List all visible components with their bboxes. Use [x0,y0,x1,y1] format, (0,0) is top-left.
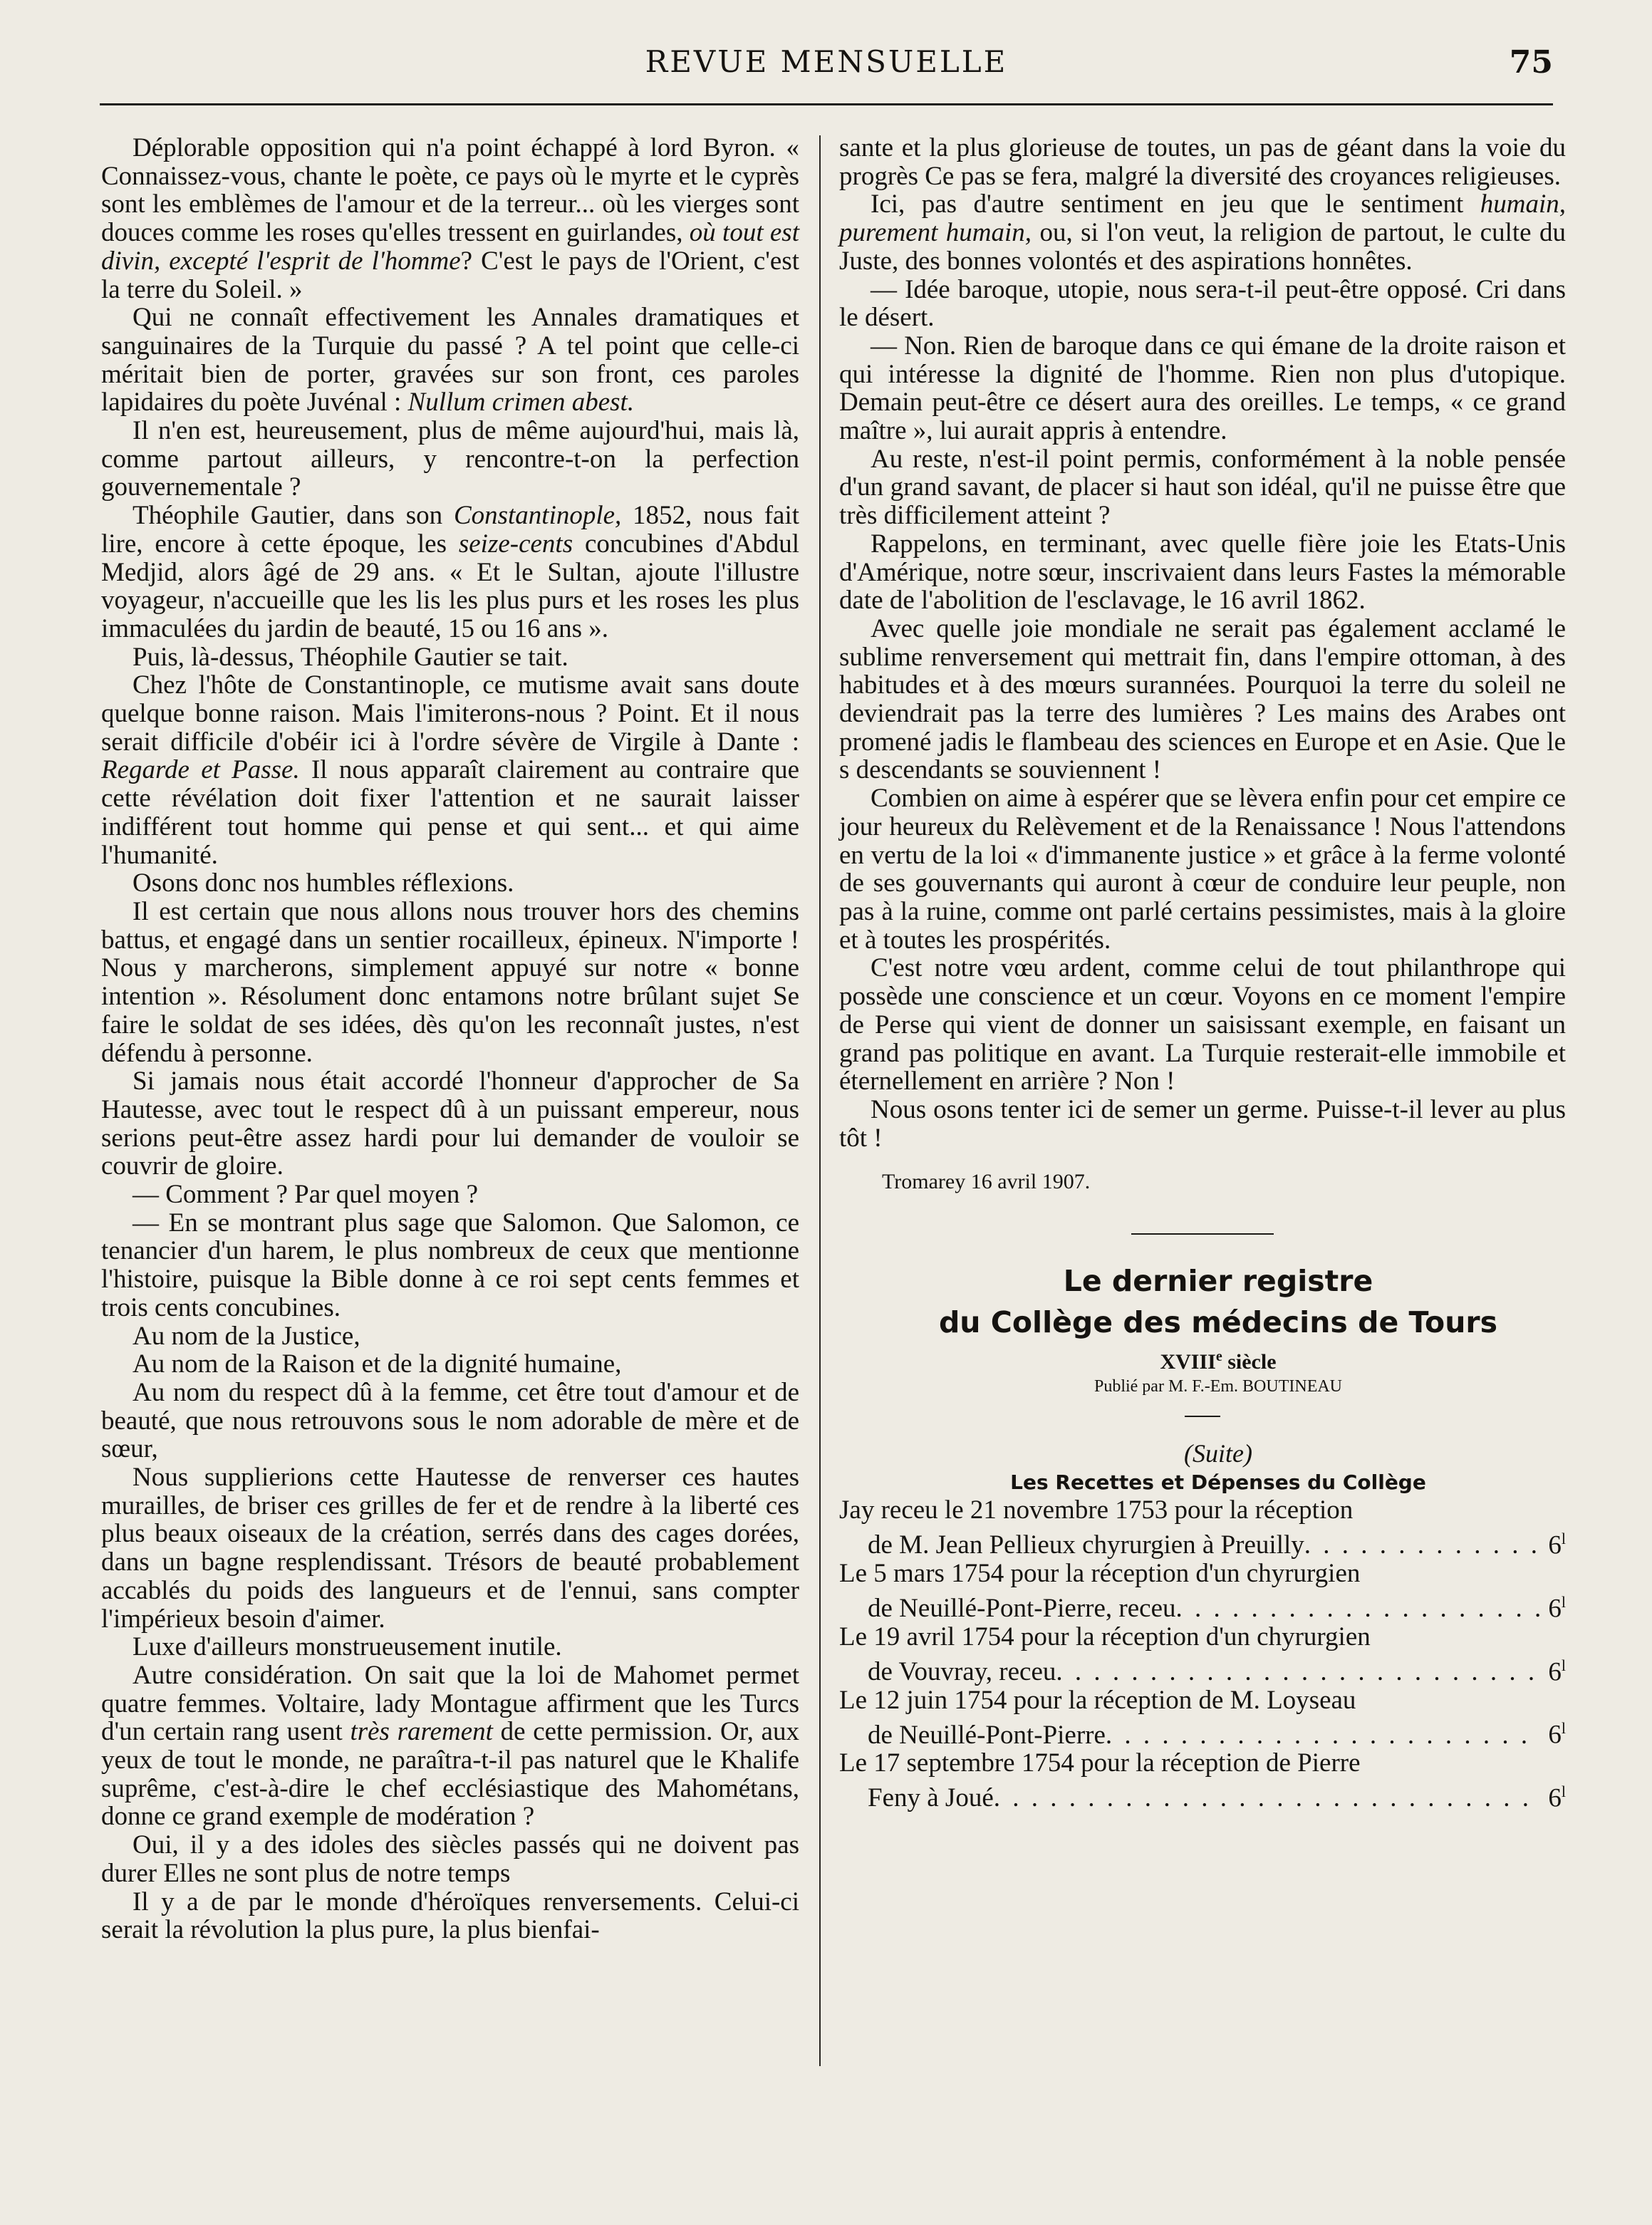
entry-line: Le 19 avril 1754 pour la réception d'un chyrurgien [839,1622,1371,1651]
text-run: Théophile Gautier, dans son [133,501,454,531]
entry-line [839,1525,1566,1560]
amount-unit: l [1561,1530,1566,1548]
paragraph: Luxe d'ailleurs monstrueusement inutile. [133,1632,562,1662]
italic-run: humain, purement humain, [839,190,1566,248]
entry-amount [1541,1525,1566,1560]
entry-line [839,1778,1566,1812]
paragraph: Au nom du respect dû à la femme, cet être tout d'amour et de beauté, que nous retrouvons sous le nom adorable de mère et de sœur, [101,1377,799,1464]
entry-amount [1541,1778,1566,1812]
paragraph: Nous supplierions cette Hautesse de renverser ces hautes murailles, de briser ces grilles de fer et de rendre à la liberté ces plus beaux oiseaux de la création, serrés dans des cages dorées, dans un bagne resplendissant. Trésors de beauté probablement accablés du poids des langueurs et de l'ennui, sans compter l'impérieux besoin d'aimer. [101,1463,799,1634]
amount-unit: l [1561,1656,1566,1674]
paragraph: Combien on aime à espérer que se lèvera enfin pour cet empire ce jour heureux du Relèvement et de la Renaissance ! Nous l'attendons en vertu de la loi « d'immanente justice » et grâce à la ferme volonté de ses gouvernants qui auront à cœur de conduire leur peuple, non pas à la ruine, comme ont parlé certains pessimistes, mais à la gloire et à toutes les prospérités. [839,784,1566,955]
entry-amount [1541,1588,1566,1623]
ledger [839,1496,1566,1812]
amount-value: 6 [1548,1656,1562,1686]
century-subtitle [839,1343,1566,1376]
header-rule [100,103,1553,105]
century-numeral: XVIII [1160,1350,1216,1374]
italic-run: Constantinople, [453,501,622,531]
entry-line [839,1588,1566,1623]
text-run: ? C'est le pays de l'Orient, c'est la terre du Soleil. » [101,246,799,304]
dot-leader [1056,1658,1541,1686]
century-word: siècle [1222,1350,1277,1374]
ledger-entry [839,1560,1566,1623]
text-run: Déplorable opposition qui n'a point échappé à lord Byron. « Connaissez-vous, chante le poète, ce pays où le myrte et le cyprès sont les emblèmes de l'amour et de la terreur... où les vierges sont douces comme les roses qu'elles tressent en guirlandes, [101,133,799,248]
suite-label: (Suite) [1184,1439,1252,1468]
amount-unit: l [1561,1592,1566,1611]
italic-run: Nullum crimen abest. [407,388,635,417]
paragraph: Nous osons tenter ici de semer un germe. Puisse-t-il lever au plus tôt ! [839,1094,1566,1153]
ledger-entry [839,1623,1566,1686]
paragraph: Oui, il y a des idoles des siècles passés qui ne doivent pas durer Elles ne sont plus de notre temps [101,1830,799,1888]
ledger-entry [839,1686,1566,1750]
paragraph [101,304,799,417]
paragraph: Si jamais nous était accordé l'honneur d'approcher de Sa Hautesse, avec tout le respect dû à un puissant empereur, nous serions peut-être assez hardi pour lui demander de vouloir se couvrir de gloire. [101,1067,799,1181]
byline: Publié par M. F.-Em. BOUTINEAU [1093,1377,1343,1396]
section-divider [1131,1233,1274,1235]
paragraph [101,1661,799,1831]
text-run: Il nous apparaît clairement au contraire que cette révélation doit fixer l'attention et ne saurait laisser indifférent tout homme qui pense et qui sent... et qui aime l'humanité. [101,755,800,870]
amount-value: 6 [1548,1720,1562,1750]
page-number: 75 [1509,44,1553,81]
section-heading: Les Recettes et Dépenses du Collège [1010,1470,1426,1494]
paragraph: Au nom de la Raison et de la dignité humaine, [133,1349,622,1379]
entry-text: de Vouvray, receu [868,1656,1056,1686]
dot-leader [1106,1721,1541,1750]
text-run: 1852, nous fait lire, encore à cette époque, les [101,501,800,559]
amount-value: 6 [1548,1594,1562,1624]
paragraph [101,134,799,304]
paragraph: Au nom de la Justice, [133,1321,360,1351]
paragraph: C'est notre vœu ardent, comme celui de tout philanthrope qui possède une conscience et un cœur. Voyons en ce moment l'empire de Perse qui vient de donner un saisissant exemple, en faisant un grand pas politique en avant. La Turquie resterait-elle immobile et éternellement en arrière ? Non ! [839,953,1566,1096]
paragraph: — Non. Rien de baroque dans ce qui émane de la droite raison et qui intéresse la dignité de l'homme. Rien non plus d'utopique. Demain peut-être ce désert aura des oreilles. Le temps, « ce grand maître », lui aurait appris à entendre. [839,331,1566,446]
paragraph: Au reste, n'est-il point permis, conformément à la noble pensée d'un grand savant, de placer si haut son idéal, qu'il ne puisse être que très difficilement atteint ? [839,444,1566,531]
paragraph: Rappelons, en terminant, avec quelle fière joie les Etats-Unis d'Amérique, notre sœur, inscrivaient dans leurs Fastes la mémorable date de l'abolition de l'esclavage, le 16 avril 1862. [839,529,1566,616]
amount-value: 6 [1548,1530,1562,1560]
article-title: Le dernier registre [1063,1264,1373,1299]
paragraph: Osons donc nos humbles réflexions. [133,868,514,898]
entry-text: de Neuillé-Pont-Pierre, receu [868,1594,1176,1624]
right-column [839,134,1566,1812]
paragraph: Il est certain que nous allons nous trouver hors des chemins battus, et engagé dans un sentier rocailleux, épineux. N'importe ! Nous y marcherons, simplement appuyé sur notre « bonne intention ». Résolument donc entamons notre brûlant sujet Se faire le soldat de ses idées, dès qu'on les reconnaît justes, n'est défendu à personne. [101,896,799,1068]
entry-text: de M. Jean Pellieux chyrurgien à Preuilly [868,1530,1304,1560]
paragraph: Il y a de par le monde d'héroïques renversements. Celui-ci serait la révolution la plus pure, la plus bienfai- [101,1887,799,1945]
entry-text: Feny à Joué [868,1783,994,1813]
dot-leader [1304,1531,1542,1560]
text-run: ou, si l'on veut, la religion de partout, le culte du Juste, des bonnes volontés et des aspirations honnêtes. [839,218,1566,276]
paragraph: Avec quelle joie mondiale ne serait pas également acclamé le sublime renversement qui mettrait fin, dans l'empire ottoman, à des habitudes et à des mœurs surannées. Pourquoi la terre du soleil ne deviendrait pas la terre des lumières ? Les mains des Arabes ont promené jadis le flambeau des sciences en Europe et en Asie. Que le s descendants se souviennent ! [839,613,1566,785]
paragraph: — Comment ? Par quel moyen ? [133,1180,479,1210]
entry-line: Jay receu le 21 novembre 1753 pour la réception [839,1495,1354,1525]
column-rule [819,135,821,2066]
paragraph [101,502,799,643]
italic-run: très rarement [350,1717,493,1747]
text-run: Chez l'hôte de Constantinople, ce mutisme avait sans doute quelque bonne raison. Mais l'imiterons-nous ? Point. Et il nous serait difficile d'obéir ici à l'ordre sévère de Virgile à Dante : [101,670,799,757]
paragraph [839,190,1566,275]
text-run: de cette permission. Or, aux yeux de tout le monde, ne paraîtra-t-il pas naturel que le Khalife suprême, c'est-à-dire le chef ecclésiastique des Mahométans, donne ce grand exemple de modération ? [101,1717,799,1832]
paragraph: Il n'en est, heureusement, plus de même aujourd'hui, mais là, comme partout ailleurs, y rencontre-t-on la perfection gouvernementale ? [101,416,799,502]
article-title: du Collège des médecins de Tours [938,1305,1498,1340]
running-title: REVUE MENSUELLE [645,44,1008,79]
dot-leader [1176,1594,1542,1623]
ledger-entry [839,1496,1566,1560]
text-run: Qui ne connaît effectivement les Annales dramatiques et sanguinaires de la Turquie du passé ? A tel point que celle-ci méritait bien de porter, gravées sur son front, ces paroles lapidaires du poète Juvénal : [101,303,799,417]
century-suffix: e [1215,1349,1222,1365]
text-run: concubines d'Abdul Medjid, alors âgé de 29 ans. « Et le Sultan, ajoute l'illustre voyageur, n'accueille que les lis les plus purs et les roses les plus immaculées du jardin de beauté, 15 ou 16 ans ». [101,529,799,643]
running-head [100,44,1553,94]
amount-unit: l [1561,1719,1566,1738]
short-rule [1185,1416,1220,1417]
entry-line [839,1651,1566,1686]
text-run: Ici, pas d'autre sentiment en jeu que le sentiment [871,190,1480,219]
amount-value: 6 [1548,1783,1562,1813]
entry-amount [1541,1651,1566,1686]
signature-line: Tromarey 16 avril 1907. [882,1170,1091,1194]
paragraph: Puis, là-dessus, Théophile Gautier se tait. [133,642,568,672]
entry-line: Le 12 juin 1754 pour la réception de M. Loyseau [839,1685,1356,1715]
text-run: Autre considération. On sait que la loi de Mahomet permet quatre femmes. Voltaire, lady Montague affirment que les Turcs d'un certain rang usent [101,1660,799,1747]
amount-unit: l [1561,1783,1566,1801]
entry-amount [1541,1714,1566,1749]
left-column [101,134,799,1944]
dot-leader [994,1784,1542,1812]
entry-line: Le 5 mars 1754 pour la réception d'un chyrurgien [839,1559,1361,1589]
paragraph: sante et la plus glorieuse de toutes, un pas de géant dans la voie du progrès Ce pas se fera, malgré la diversité des croyances religieuses. [839,133,1566,191]
entry-text: de Neuillé-Pont-Pierre [868,1720,1106,1750]
italic-run: où tout est divin, excepté l'esprit de l'homme [101,218,799,276]
entry-line [839,1714,1566,1749]
entry-line: Le 17 septembre 1754 pour la réception de Pierre [839,1748,1361,1778]
paragraph [101,671,799,869]
paragraph: — Idée baroque, utopie, nous sera-t-il peut-être opposé. Cri dans le désert. [839,274,1566,333]
italic-run: Regarde et Passe. [101,755,300,785]
paragraph: — En se montrant plus sage que Salomon. Que Salomon, ce tenancier d'un harem, le plus nombreux de ceux que mentionne l'histoire, puisque la Bible donne à ce roi sept cents femmes et trois cents concubines. [101,1208,799,1322]
ledger-entry [839,1749,1566,1812]
italic-run: seize-cents [458,529,573,559]
